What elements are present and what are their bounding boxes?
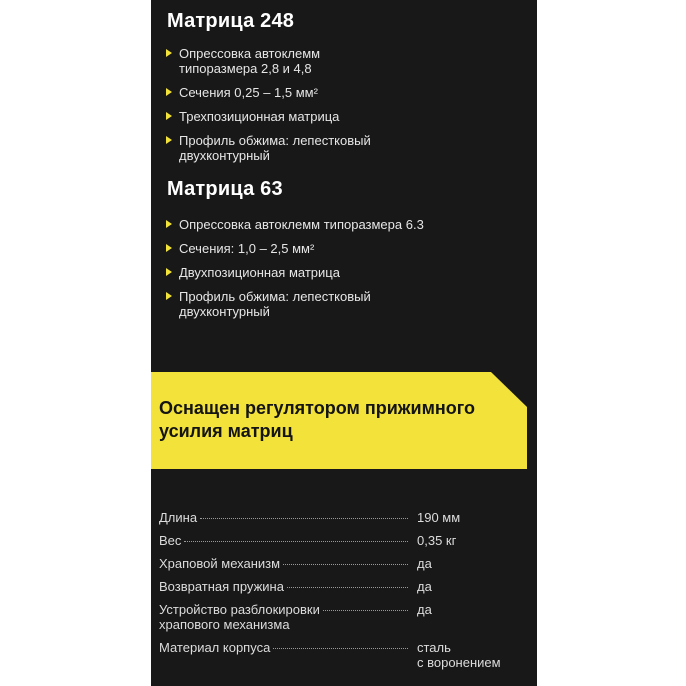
spec-row-ratchet	[159, 556, 529, 571]
spec-label-continued: храпового механизма	[159, 617, 290, 632]
arrow-bullet-icon	[166, 88, 172, 96]
arrow-bullet-icon	[166, 49, 172, 57]
dot-leader	[273, 648, 408, 649]
list-item: Сечения 0,25 – 1,5 мм²	[165, 85, 509, 100]
list-item: Двухпозиционная матрица	[165, 265, 509, 280]
dot-leader	[200, 518, 408, 519]
spec-label: Устройство разблокировки	[159, 602, 320, 617]
list-item: Трехпозиционная матрица	[165, 109, 509, 124]
spec-row-ratchet-release	[159, 602, 529, 632]
arrow-bullet-icon	[166, 268, 172, 276]
spec-label: Храповой механизм	[159, 556, 281, 571]
spec-row-length	[159, 510, 529, 525]
arrow-bullet-icon	[166, 112, 172, 120]
arrow-bullet-icon	[166, 244, 172, 252]
spec-label: Возвратная пружина	[159, 579, 284, 594]
dot-leader	[184, 541, 408, 542]
spec-label: Материал корпуса	[159, 640, 271, 655]
spec-row-body-material	[159, 640, 529, 670]
list-item: Профиль обжима: лепестковый двухконтурный	[165, 133, 429, 163]
bullet-list-matrix-63	[165, 217, 509, 328]
spec-value: 0,35 кг	[417, 533, 457, 548]
dot-leader	[323, 610, 408, 611]
list-item: Опрессовка автоклемм типоразмера 6.3	[165, 217, 509, 232]
list-item: Профиль обжима: лепестковый двухконтурный	[165, 289, 429, 319]
arrow-bullet-icon	[166, 136, 172, 144]
dot-leader	[283, 564, 408, 565]
section-title-matrix-63: Матрица 63	[167, 178, 283, 200]
spec-row-return-spring	[159, 579, 529, 594]
arrow-bullet-icon	[166, 220, 172, 228]
spec-table	[159, 510, 529, 678]
spec-value: да	[417, 556, 432, 571]
spec-label: Вес	[159, 533, 182, 548]
spec-panel	[151, 0, 537, 686]
arrow-bullet-icon	[166, 292, 172, 300]
feature-banner	[151, 372, 537, 469]
spec-value: да	[417, 602, 432, 617]
list-item: Опрессовка автоклемм типоразмера 2,8 и 4,8	[165, 46, 389, 76]
spec-label: Длина	[159, 510, 198, 525]
spec-value: да	[417, 579, 432, 594]
spec-value: сталь с воронением	[417, 640, 501, 670]
spec-row-weight	[159, 533, 529, 548]
spec-value: 190 мм	[417, 510, 461, 525]
list-item: Сечения: 1,0 – 2,5 мм²	[165, 241, 509, 256]
section-title-matrix-248: Матрица 248	[167, 10, 295, 32]
bullet-list-matrix-248	[165, 46, 509, 172]
banner-text: Оснащен регулятором прижимного усилия матриц	[159, 398, 476, 441]
dot-leader	[287, 587, 408, 588]
